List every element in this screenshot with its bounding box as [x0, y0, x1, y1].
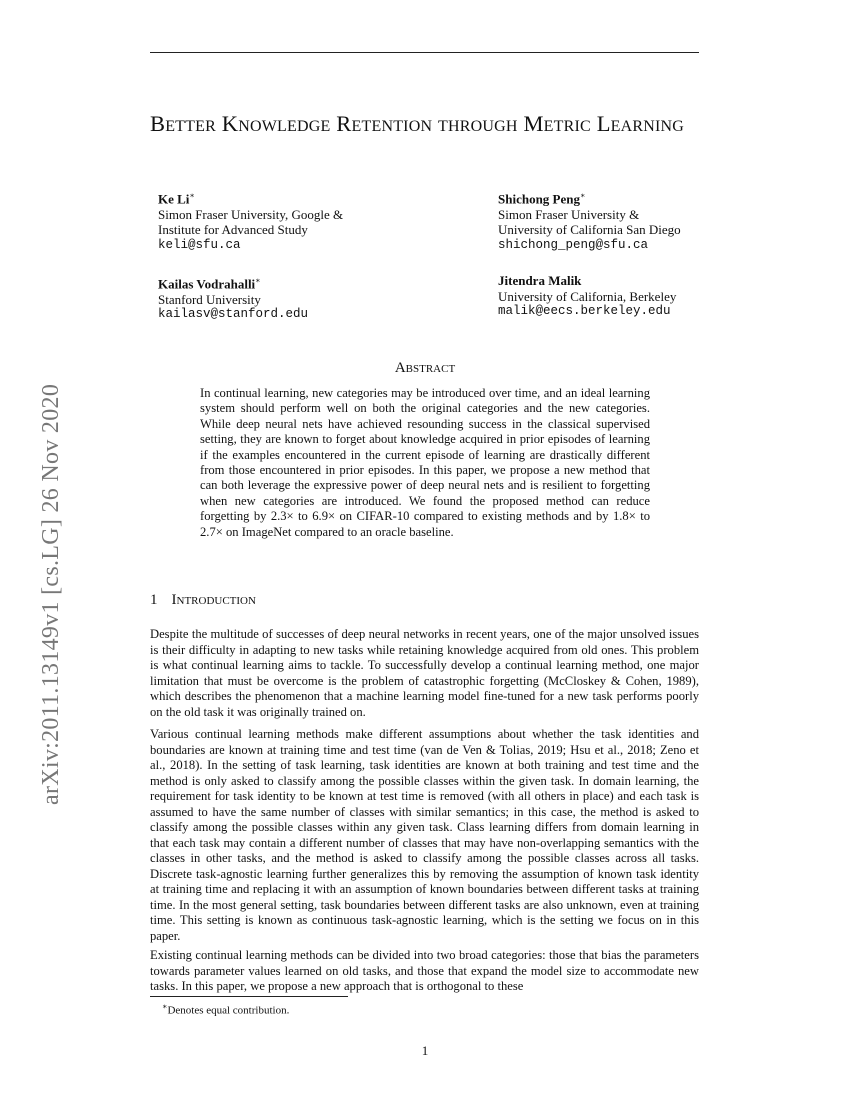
author-affiliation: Stanford University [158, 291, 261, 307]
equal-contrib-mark: ∗ [580, 191, 586, 200]
author-email: malik@eecs.berkeley.edu [498, 304, 671, 318]
author-affiliation: Simon Fraser University, Google & [158, 206, 344, 222]
author-block [498, 273, 676, 320]
arxiv-sidebar-id: arXiv:2011.13149v1 [cs.LG] 26 Nov 2020 [38, 383, 64, 805]
author-email: shichong_peng@sfu.ca [498, 237, 649, 252]
section-title: Introduction [171, 592, 256, 608]
paper-title: Better Knowledge Retention through Metric Learning [150, 111, 685, 136]
author-affiliation: Simon Fraser University & [498, 206, 640, 222]
abstract-heading: Abstract [394, 360, 456, 376]
footnote [162, 1002, 289, 1017]
footnote-text: Denotes equal contribution. [167, 1004, 290, 1017]
footnote-mark: ∗ [162, 1002, 168, 1011]
author-name: Ke Li [158, 191, 190, 207]
author-email: keli@sfu.ca [158, 237, 241, 252]
section-number: 1 [150, 592, 158, 608]
author-block [158, 273, 308, 323]
intro-paragraph-1: Despite the multitude of successes of deep neural networks in recent years, one of the major unsolved issues is their difficulty in adapting to new tasks while retaining knowledge acquired from old ones. This problem is what continual learning aims to tackle. To successfully develop a continual learning method, one major limitation that must be overcome is the problem of catastrophic forgetting (McCloskey & Cohen, 1989), which describes the phenomenon that a machine learning model fine-tuned for a new task performs poorly on the old task it was originally trained on. [150, 627, 699, 719]
author-name: Kailas Vodrahalli [158, 276, 256, 292]
footnote-rule [150, 996, 348, 997]
author-email: kailasv@stanford.edu [158, 307, 309, 322]
author-affiliation: Institute for Advanced Study [158, 222, 308, 238]
author-name: Jitendra Malik [498, 273, 582, 288]
author-block [158, 188, 343, 253]
intro-paragraph-3: Existing continual learning methods can be divided into two broad categories: those that bias the parameters towards parameter values learned on old tasks, and those that expand the model size to accommodate new tasks. In this paper, we propose a new approach that is orthogonal to these [150, 948, 699, 993]
section-heading [150, 592, 256, 609]
page-number: 1 [421, 1043, 429, 1058]
author-affiliation: University of California San Diego [498, 222, 681, 238]
author-name: Shichong Peng [498, 191, 580, 207]
intro-paragraph-2: Various continual learning methods make different assumptions about whether the task identities and boundaries are known at training time and test time (van de Ven & Tolias, 2019; Hsu et al., 2018; Zeno et al., 2018). In the setting of task learning, task identities are known at both training and test time and the method is only asked to classify among the possible classes within the given task. In domain learning, the requirement for task identity to be known at test time is removed (with all others in place) and each task is assumed to have the same number of classes with similar semantics; in this case, the method is asked to classify among the possible classes within any given task. Class learning differs from domain learning in that each task may contain a different number of classes that may have non-overlapping semantics with the classes in other tasks, and the method is asked to classify among the possible classes across all tasks. Discrete task-agnostic learning further generalizes this by removing the assumption of known task identity at training time and replacing it with an assumption of known boundaries between different tasks at training time. In the most general setting, task boundaries between different tasks are also unknown, even at training time. This setting is known as continuous task-agnostic learning, which is the setting we focus on in this paper. [150, 727, 699, 943]
equal-contrib-mark: ∗ [255, 276, 261, 285]
top-rule [150, 52, 699, 53]
author-block [498, 188, 681, 253]
abstract-text: In continual learning, new categories may be introduced over time, and an ideal learning system should perform well on both the original categories and the new categories. While deep neural nets have achieved resounding success in the classical supervised setting, they are known to forget about knowledge acquired in prior episodes of learning if the examples encountered in the current episode of learning are drastically different from those encountered in prior episodes. In this paper, we propose a new method that can both leverage the expressive power of deep neural nets and is resilient to forgetting when new categories are introduced. We found the proposed method can reduce forgetting by 2.3× to 6.9× on CIFAR-10 compared to existing methods and by 1.8× to 2.7× on ImageNet compared to an oracle baseline. [200, 386, 650, 539]
author-affiliation: University of California, Berkeley [498, 288, 677, 304]
equal-contrib-mark: ∗ [189, 191, 195, 200]
